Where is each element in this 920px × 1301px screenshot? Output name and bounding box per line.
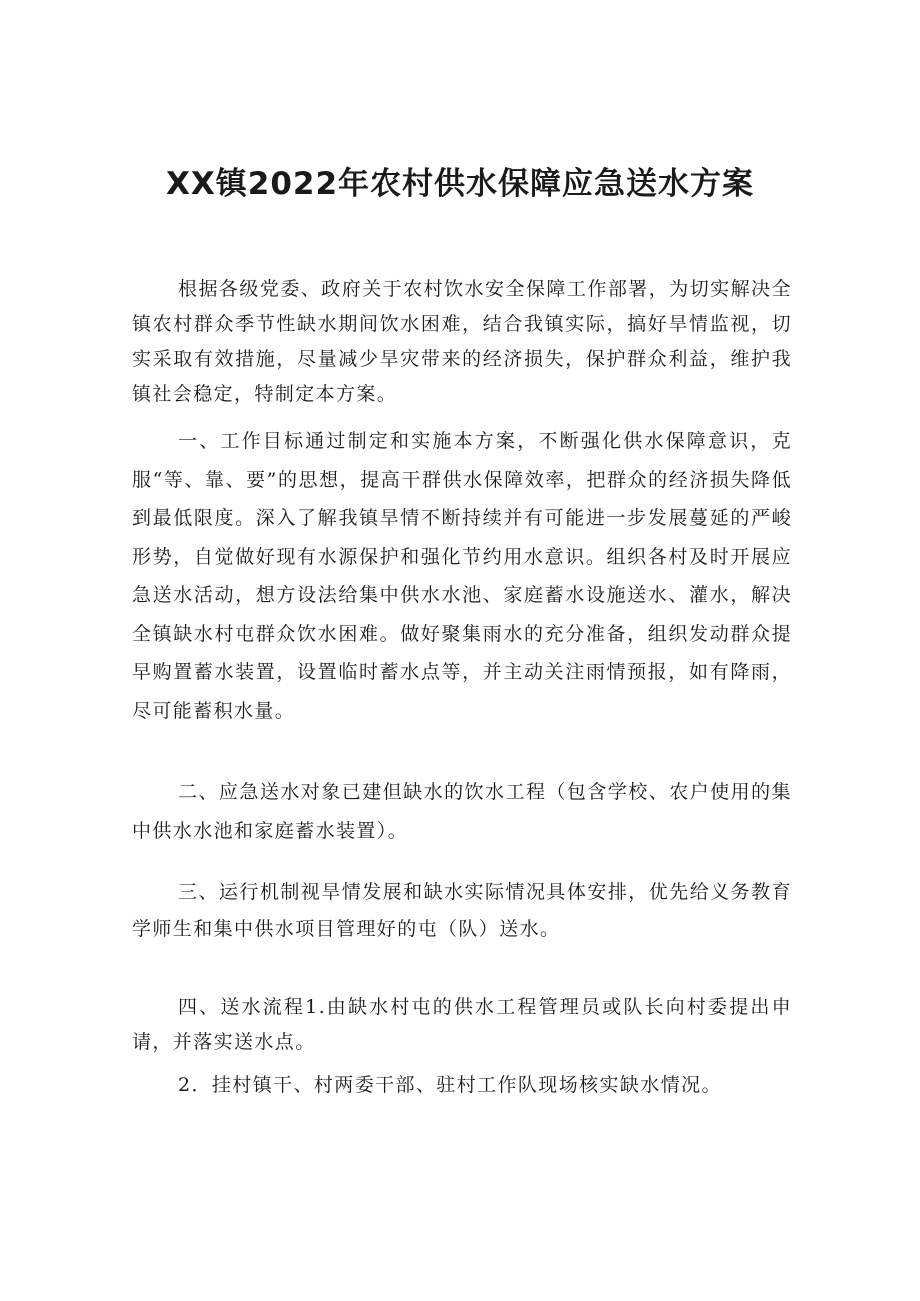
section-2-delivery-targets: 二、应急送水对象已建但缺水的饮水工程（包含学校、农户使用的集中供水水池和家庭蓄水装置）。	[132, 781, 792, 842]
document-title: XX镇2022年农村供水保障应急送水方案	[165, 166, 755, 202]
section-4-step-2: 2．挂村镇干、村两委干部、驻村工作队现场核实缺水情况。	[178, 1074, 722, 1096]
section-4-delivery-process: 四、送水流程1.由缺水村屯的供水工程管理员或队长向村委提出申请，并落实送水点。	[132, 996, 792, 1053]
section-1-work-goals: 一、工作目标通过制定和实施本方案，不断强化供水保障意识，克服“等、靠、要”的思想，提高干群供水保障效率，把群众的经济损失降低到最低限度。深入了解我镇旱情不断持续并有可能进一步发展蔓延的严峻形势，自觉做好现有水源保护和强化节约用水意识。组织各村及时开展应急送水活动，想方设法给集中供水水池、家庭蓄水设施送水、灌水，解决全镇缺水村屯群众饮水困难。做好聚集雨水的充分准备，组织发动群众提早购置蓄水装置，设置临时蓄水点等，并主动关注雨情预报，如有降雨，尽可能蓄积水量。	[132, 430, 792, 722]
section-3-operation-mechanism: 三、运行机制视旱情发展和缺水实际情况具体安排，优先给义务教育学师生和集中供水项目管理好的屯（队）送水。	[132, 881, 792, 940]
intro-paragraph: 根据各级党委、政府关于农村饮水安全保障工作部署，为切实解决全镇农村群众季节性缺水期间饮水困难，结合我镇实际，搞好旱情监视，切实采取有效措施，尽量减少旱灾带来的经济损失，保护群众利益，维护我镇社会稳定，特制定本方案。	[132, 278, 792, 405]
